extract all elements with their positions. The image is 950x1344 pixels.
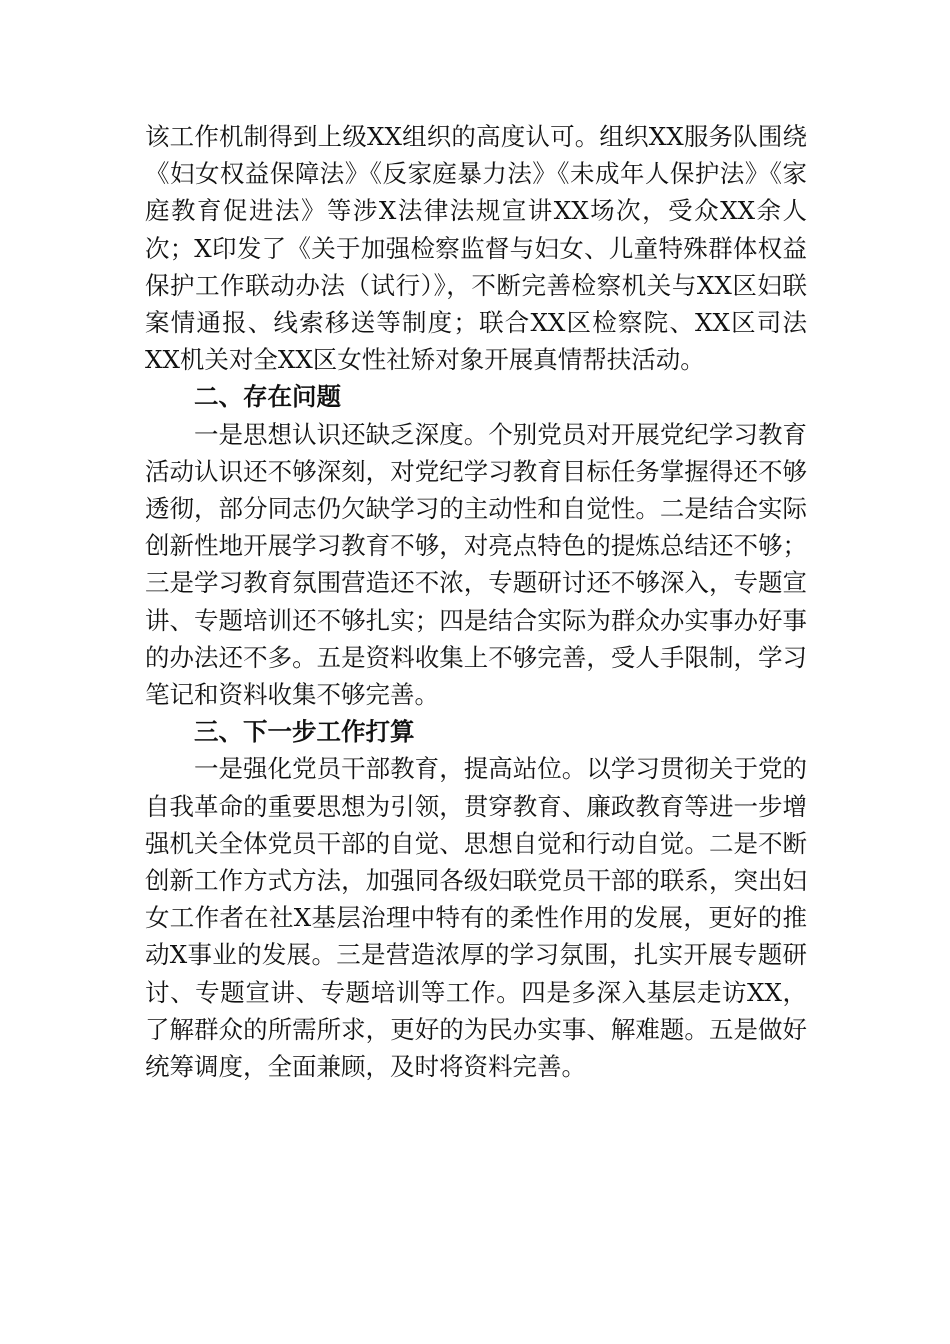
section-heading-existing-problems: 二、存在问题 [194,382,341,412]
section-heading-next-steps: 三、下一步工作打算 [194,717,415,747]
paragraph-existing-problems: 一是思想认识还缺乏深度。个别党员对开展党纪学习教育活动认识还不够深刻，对党纪学习教育目标任务掌握得还不够透彻，部分同志仍欠缺学习的主动性和自觉性。二是结合实际创新性地开展学习教育不够，对亮点特色的提炼总结还不够；三是学习教育氛围营造还不浓，专题研讨还不够深入，专题宣讲、专题培训还不够扎实；四是结合实际为群众办实事办好事的办法还不多。五是资料收集上不够完善，受人手限制，学习笔记和资料收集不够完善。 [145,419,807,710]
document-body [145,118,807,1085]
paragraph-work-mechanism: 该工作机制得到上级XX组织的高度认可。组织XX服务队围绕《妇女权益保障法》《反家庭暴力法》《未成年人保护法》《家庭教育促进法》等涉X法律法规宣讲XX场次，受众XX余人次；X印发了《关于加强检察监督与妇女、儿童特殊群体权益保护工作联动办法（试行）》，不断完善检察机关与XX区妇联案情通报、线索移送等制度；联合XX区检察院、XX区司法XX机关对全XX区女性社矫对象开展真情帮扶活动。 [145,122,807,375]
paragraph-next-steps: 一是强化党员干部教育，提高站位。以学习贯彻关于党的自我革命的重要思想为引领，贯穿教育、廉政教育等进一步增强机关全体党员干部的自觉、思想自觉和行动自觉。二是不断创新工作方式方法，加强同各级妇联党员干部的联系，突出妇女工作者在社X基层治理中特有的柔性作用的发展，更好的推动X事业的发展。三是营造浓厚的学习氛围，扎实开展专题研讨、专题宣讲、专题培训等工作。四是多深入基层走访XX，了解群众的所需所求，更好的为民办实事、解难题。五是做好统筹调度，全面兼顾，及时将资料完善。 [145,754,807,1082]
